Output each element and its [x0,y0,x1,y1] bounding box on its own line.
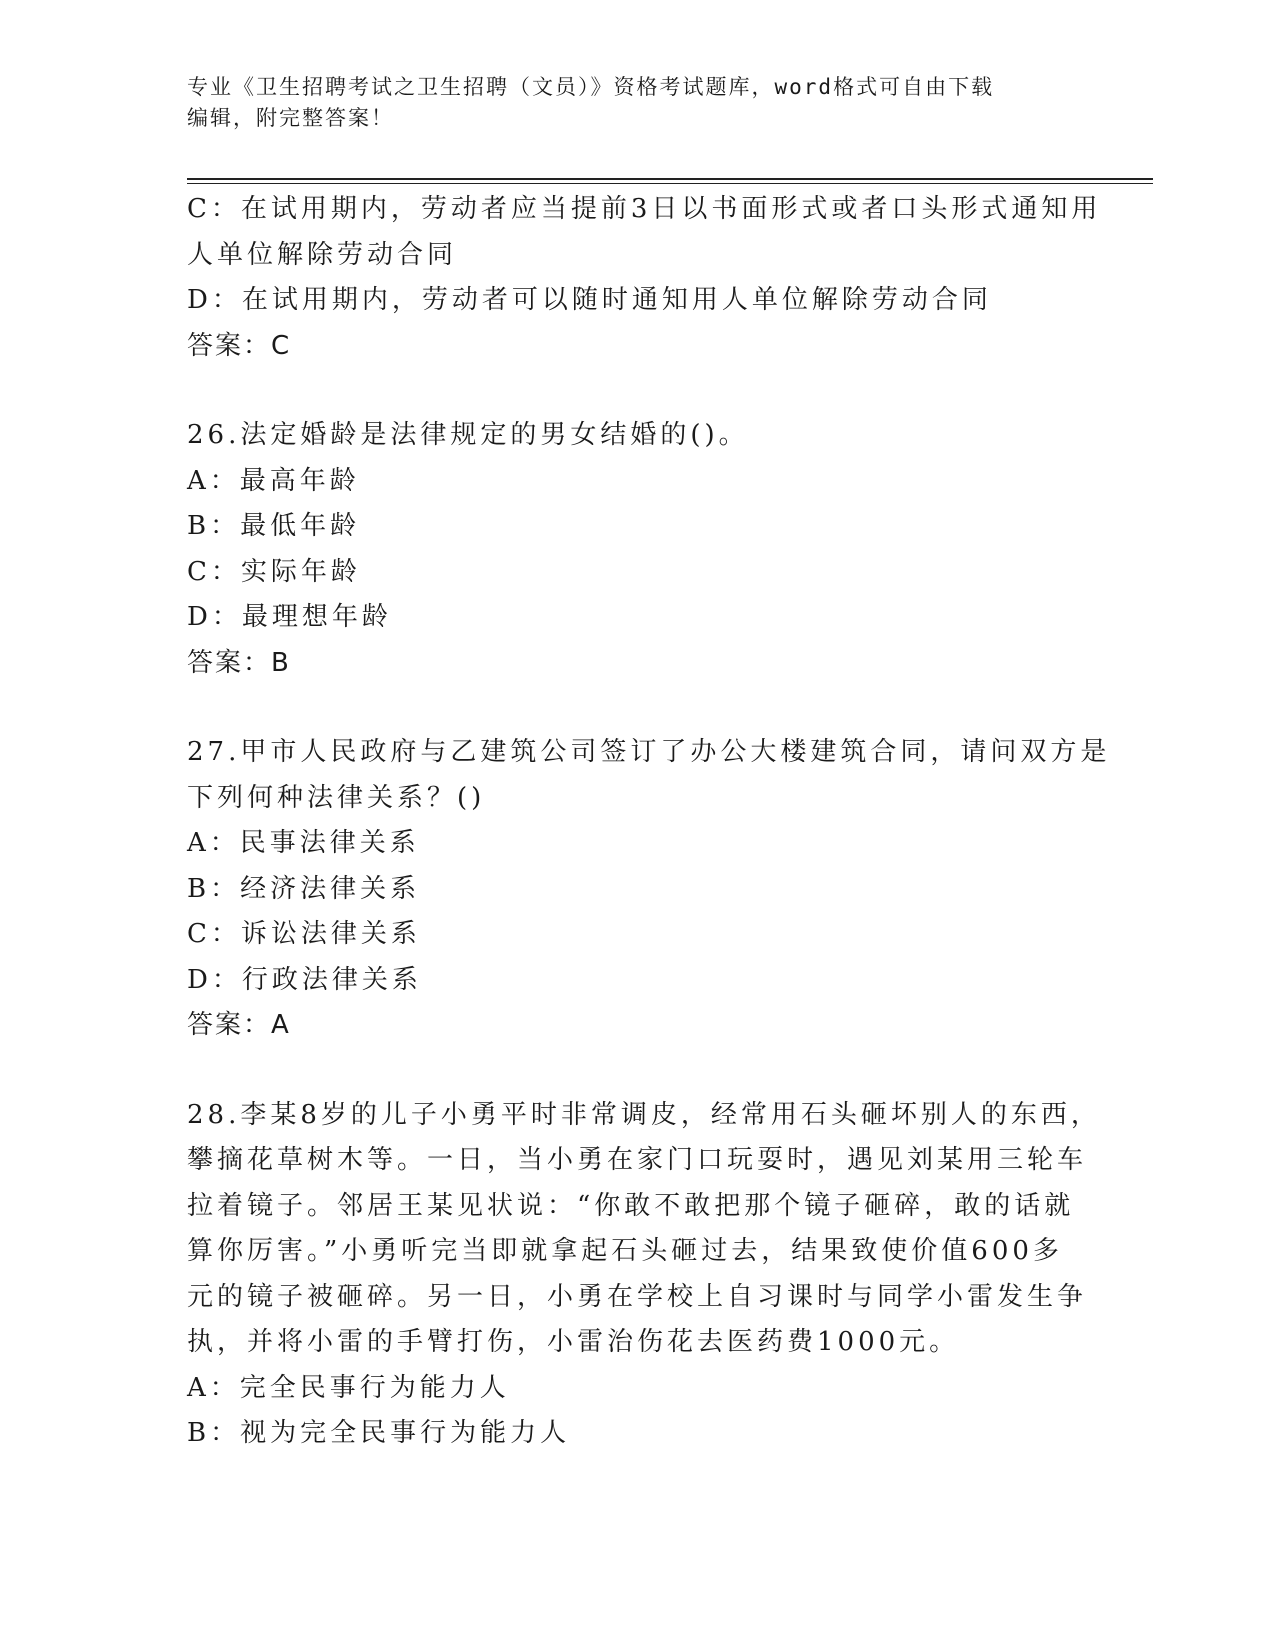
q27-answer: 答案：A [187,1010,291,1040]
q26-option-b: B：最低年龄 [187,511,361,541]
q25-option-c-line2: 人单位解除劳动合同 [187,239,458,270]
header-line-1: 专业《卫生招聘考试之卫生招聘（文员）》资格考试题库，word格式可自由下载 [187,75,995,99]
question-25-tail [187,187,1102,369]
q26-question: 26.法定婚龄是法律规定的男女结婚的()。 [187,420,749,450]
question-content [187,187,1111,1457]
header-divider-thick [187,178,1153,180]
header-divider-thin [187,183,1153,184]
spacer [187,686,1087,730]
q28-question-line: 元的镜子被砸碎。另一日，小勇在学校上自习课时与同学小雷发生争 [187,1281,1088,1312]
question-26 [187,413,1087,686]
q26-option-d: D：最理想年龄 [187,602,392,632]
q28-question-line: 拉着镜子。邻居王某见状说：“你敢不敢把那个镜子砸碎，敢的话就 [187,1190,1075,1221]
q27-question-line1: 27.甲市人民政府与乙建筑公司签订了办公大楼建筑合同，请问双方是 [187,737,1111,767]
q27-option-c: C：诉讼法律关系 [187,919,421,949]
q28-option-a: A：完全民事行为能力人 [187,1372,510,1403]
q25-answer: 答案：C [187,330,292,361]
q27-option-d: D：行政法律关系 [187,964,422,995]
q28-question-line: 执，并将小雷的手臂打伤，小雷治伤花去医药费1000元。 [187,1327,960,1357]
q25-option-c-line1: C：在试用期内，劳动者应当提前3日以书面形式或者口头形式通知用 [187,194,1102,224]
spacer [187,1049,1087,1093]
q26-answer: 答案：B [187,647,291,678]
q28-question-line: 算你厉害。”小勇听完当即就拿起石头砸过去，结果致使价值600多 [187,1236,1063,1266]
q27-option-b: B：经济法律关系 [187,873,421,904]
q26-option-c: C：实际年龄 [187,556,361,587]
spacer [187,369,1087,413]
page-header [187,72,1067,134]
question-27 [187,730,1111,1049]
q27-question-line2: 下列何种法律关系？() [187,782,486,813]
q27-option-a: A：民事法律关系 [187,828,420,858]
header-line-2: 编辑，附完整答案！ [187,106,394,130]
q28-question-line: 攀摘花草树木等。一日，当小勇在家门口玩耍时，遇见刘某用三轮车 [187,1145,1088,1175]
q25-option-d: D：在试用期内，劳动者可以随时通知用人单位解除劳动合同 [187,285,992,315]
q28-question-line: 28.李某8岁的儿子小勇平时非常调皮，经常用石头砸坏别人的东西， [187,1099,1101,1130]
question-28 [187,1093,1101,1457]
q28-option-b: B：视为完全民事行为能力人 [187,1418,571,1448]
q26-option-a: A：最高年龄 [187,465,360,496]
